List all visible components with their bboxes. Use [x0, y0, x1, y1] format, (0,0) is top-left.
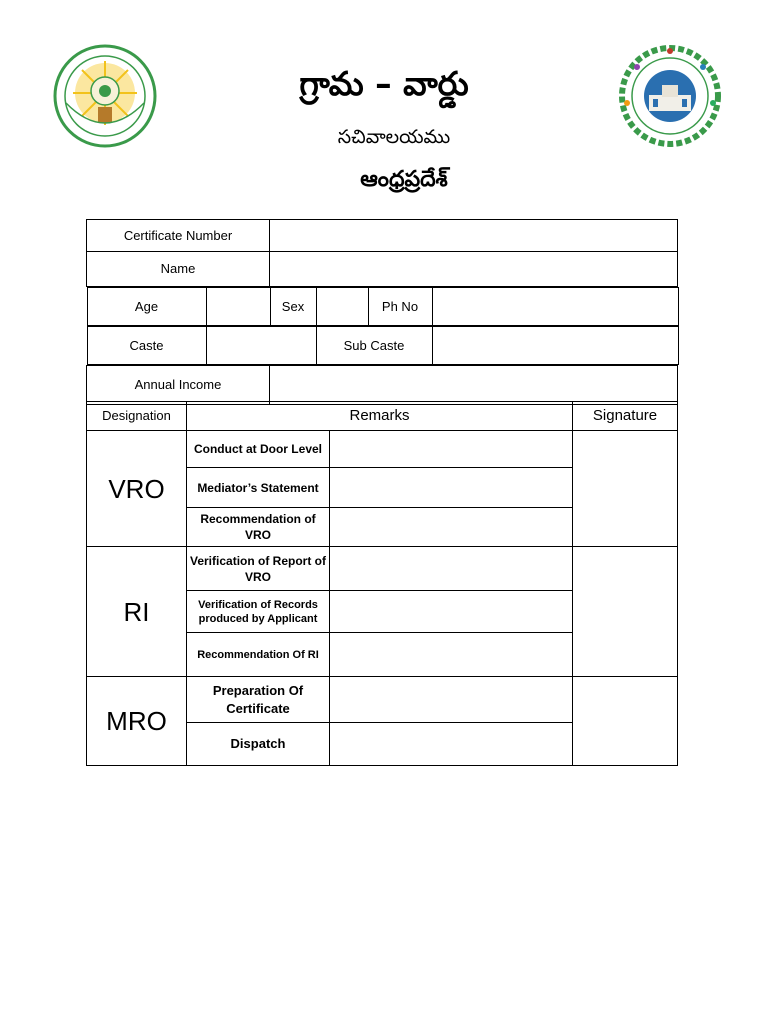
signature-field-mro[interactable]	[573, 677, 678, 766]
certificate-number-label: Certificate Number	[87, 220, 270, 252]
page-title: గ్రామ – వార్డు	[299, 64, 469, 103]
certificate-number-field[interactable]	[270, 220, 678, 252]
remark-label: Recommendation Of RI	[187, 633, 330, 677]
remark-label: Dispatch	[187, 723, 330, 766]
caste-label: Caste	[87, 327, 206, 365]
designation-header: Designation	[87, 402, 187, 431]
signature-field-ri[interactable]	[573, 547, 678, 677]
phone-label: Ph No	[368, 288, 432, 326]
remark-label: Conduct at Door Level	[187, 431, 330, 468]
applicant-details-table	[86, 219, 678, 405]
annual-income-label: Annual Income	[87, 366, 270, 405]
approvals-table	[86, 401, 678, 766]
remark-field[interactable]	[330, 508, 573, 547]
remark-label: Verification of Records produced by Applicant	[187, 591, 330, 633]
remark-field[interactable]	[330, 591, 573, 633]
age-field[interactable]	[206, 288, 270, 326]
sex-field[interactable]	[316, 288, 368, 326]
caste-field[interactable]	[206, 327, 316, 365]
remark-label: Mediator’s Statement	[187, 468, 330, 508]
remark-field[interactable]	[330, 431, 573, 468]
role-ri: RI	[87, 547, 187, 677]
signature-header: Signature	[573, 402, 678, 431]
name-label: Name	[87, 252, 270, 287]
name-field[interactable]	[270, 252, 678, 287]
age-label: Age	[87, 288, 206, 326]
state-name: ఆంధ్రప్రదేశ్	[360, 167, 448, 192]
remark-field[interactable]	[330, 723, 573, 766]
role-vro: VRO	[87, 431, 187, 547]
phone-field[interactable]	[432, 288, 678, 326]
remark-field[interactable]	[330, 547, 573, 591]
sex-label: Sex	[270, 288, 316, 326]
remark-label: Verification of Report of VRO	[187, 547, 330, 591]
role-mro: MRO	[87, 677, 187, 766]
signature-field-vro[interactable]	[573, 431, 678, 547]
sub-caste-label: Sub Caste	[316, 327, 432, 365]
annual-income-field[interactable]	[270, 366, 678, 405]
remark-field[interactable]	[330, 468, 573, 508]
remarks-header: Remarks	[187, 402, 573, 431]
sub-caste-field[interactable]	[432, 327, 678, 365]
remark-field[interactable]	[330, 677, 573, 723]
remark-field[interactable]	[330, 633, 573, 677]
remark-label: Preparation Of Certificate	[187, 677, 330, 723]
page-subtitle: సచివాలయము	[337, 126, 451, 148]
remark-label: Recommendation of VRO	[187, 508, 330, 547]
